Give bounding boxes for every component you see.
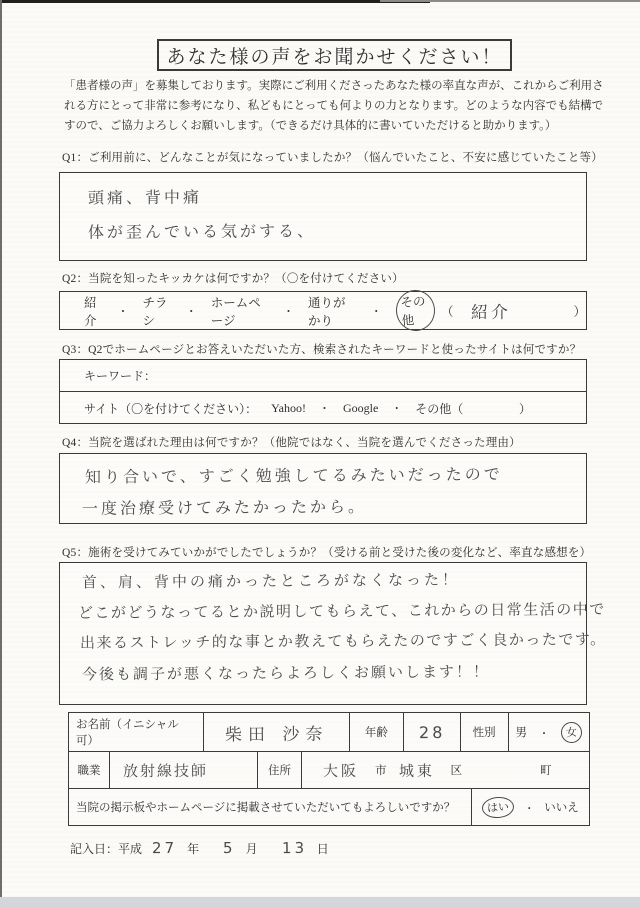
q3-keyword-row — [60, 360, 586, 392]
publish-no-option: いいえ — [544, 802, 579, 814]
q2-options-row — [60, 292, 586, 329]
q3-site-option-other: その他（ — [415, 401, 464, 416]
paren-close: ） — [518, 401, 531, 416]
q5-answer-line: 今後も調子が悪くなったらよろしくお願いします！！ — [81, 662, 491, 684]
q2-option-flyer: チラシ — [142, 295, 168, 328]
form-title-box — [157, 39, 512, 71]
gender-value — [508, 713, 590, 751]
option-separator: ・ — [539, 728, 549, 740]
option-separator: ・ — [391, 403, 403, 415]
q3-answer-box — [59, 359, 587, 424]
q5-answer-box — [59, 562, 607, 705]
q2-answer-box — [59, 291, 587, 330]
scan-edge-top — [0, 0, 430, 3]
intro-paragraph — [64, 76, 609, 136]
q1-label: Q1：ご利用前に、どんなことが気になっていましたか？（悩んでいたこと、不安に感じていたこと等） — [62, 152, 603, 164]
paren-close: ） — [573, 304, 586, 319]
option-separator: ・ — [370, 305, 382, 318]
town-suffix: 町 — [540, 765, 552, 777]
info-row-name — [69, 713, 589, 751]
scan-edge-top-right — [380, 0, 640, 2]
gender-label: 性別 — [460, 713, 508, 751]
q2-option-other-circled: その他 — [394, 289, 436, 333]
option-separator: ・ — [185, 305, 197, 318]
q1-answer-line: 頭痛、背中痛 — [87, 187, 203, 208]
date-month-handwritten: 5 — [223, 838, 236, 858]
option-separator: ・ — [524, 803, 535, 815]
q3-site-option-yahoo: Yahoo! — [271, 400, 306, 415]
q4-answer-box — [59, 453, 587, 524]
q1-answer-line: 体が歪んでいる気がする、 — [87, 221, 317, 242]
entry-date-line — [70, 839, 343, 857]
q1-answer-box — [59, 172, 587, 261]
intro-line: すので、ご協力よろしくお願いします。（できるだけ具体的に書いていただけると助かります。） — [64, 120, 557, 132]
name-value: 柴田 沙奈 — [203, 713, 349, 751]
date-year-handwritten: 27 — [151, 838, 178, 858]
job-label: 職業 — [77, 765, 101, 777]
age-value: 28 — [403, 713, 460, 751]
q2-option-intro: 紹介 — [84, 295, 97, 328]
option-separator: ・ — [283, 305, 294, 318]
year-suffix: 年 — [187, 842, 200, 856]
scan-edge-left — [0, 0, 2, 898]
q4-answer-line: 一度治療受けてみたかったから。 — [81, 497, 368, 518]
gender-female-circled: 女 — [560, 721, 582, 743]
gender-male-option: 男 — [515, 727, 527, 739]
address-ward-handwritten: 城東 — [398, 761, 435, 780]
respondent-info-table — [68, 712, 590, 826]
option-separator: ・ — [117, 305, 129, 318]
address-label: 住所 — [257, 752, 301, 788]
day-suffix: 日 — [316, 842, 329, 856]
address-city-handwritten: 大阪 — [322, 761, 360, 780]
q4-label: Q4：当院を選ばれた理由は何ですか？（他院ではなく、当院を選んでくださった理由） — [62, 437, 521, 449]
age-label: 年齢 — [349, 713, 404, 751]
q3-keyword-label: キーワード： — [84, 369, 157, 383]
q2-option-homepage: ホームページ — [210, 295, 261, 328]
publish-consent-value — [471, 789, 589, 825]
q2-option-passing-by: 通りがかり — [308, 295, 346, 328]
q5-answer-line: 出来るストレッチ的な事とか教えてもらえたのですごく良かったです。 — [79, 630, 607, 652]
ward-suffix: 区 — [450, 765, 463, 777]
q3-site-option-google: Google — [342, 400, 379, 415]
name-label: お名前（イニシャル可） — [76, 719, 179, 747]
q2-other-handwritten-value: 紹介 — [471, 302, 512, 324]
info-row-publish-consent — [69, 788, 589, 825]
option-separator: ・ — [318, 403, 330, 415]
publish-yes-circled: はい — [482, 795, 515, 818]
q4-answer-line: 知り合いで、すごく勉強してるみたいだったので — [84, 464, 503, 487]
q3-site-label: サイト（〇を付けてください）： — [84, 401, 258, 416]
intro-line: れる方にとって非常に参考になり、私どもにとっても何よりの力となります。どのような内容でも結構で — [64, 100, 604, 112]
date-label: 記入日：平成 — [70, 842, 143, 856]
city-suffix: 市 — [375, 765, 387, 777]
month-suffix: 月 — [245, 842, 258, 856]
q3-site-row — [60, 392, 586, 424]
paren-open: （ — [440, 304, 454, 319]
address-value — [301, 752, 589, 788]
scan-edge-bottom — [0, 897, 640, 908]
job-value: 放射線技師 — [109, 752, 257, 788]
page-title: あなた様の声をお聞かせください！ — [166, 46, 503, 68]
q5-answer-line: どこがどうなってるとか説明してもらえて、これからの日常生活の中で — [77, 600, 606, 622]
q2-label: Q2：当院を知ったキッカケは何ですか？（〇を付けてください） — [62, 273, 404, 285]
info-row-job-address — [69, 751, 589, 788]
q5-answer-line: 首、肩、背中の痛かったところがなくなった！ — [81, 570, 461, 592]
intro-line: 「患者様の声」を募集しております。実際にご利用くださったあなた様の率直な声が、これからご利用さ — [64, 80, 604, 92]
publish-consent-label: 当院の掲示板やホームページに掲載させていただいてもよろしいですか？ — [76, 802, 456, 814]
date-day-handwritten: 13 — [281, 838, 307, 858]
q3-label: Q3：Q2でホームページとお答えいただいた方、検索されたキーワードと使ったサイトは何ですか？ — [62, 344, 582, 356]
q5-label: Q5：施術を受けてみていかがでしたでしょうか？（受ける前と受けた後の変化など、率直な感想を） — [62, 547, 592, 559]
